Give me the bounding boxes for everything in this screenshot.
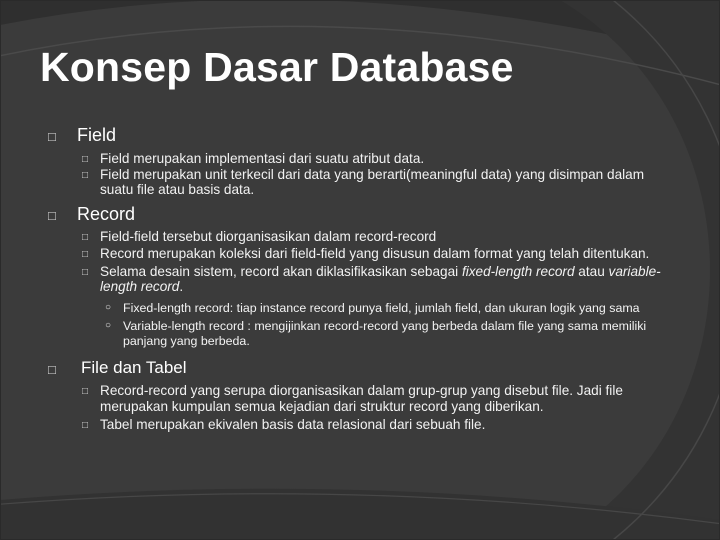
list-item: □ Tabel merupakan ekivalen basis data relasional dari sebuah file. [82, 417, 486, 432]
square-bullet-icon: □ [48, 207, 56, 223]
square-bullet-icon: □ [82, 231, 89, 243]
heading-text: File dan Tabel [81, 358, 187, 377]
sub-list-item: ○ Variable-length record : mengijinkan record-record yang berbeda dalam file yang sama memiliki panjang yang berbeda. [105, 319, 647, 348]
list-item: □ Record merupakan koleksi dari field-field yang disusun dalam format yang telah ditentukan. [82, 246, 650, 261]
slide-title: Konsep Dasar Database [40, 44, 514, 90]
list-item: □ Record-record yang serupa diorganisasikan dalam grup-grup yang disebut file. Jadi file merupakan kumpulan semua kejadian dari struktur record yang diberikan. [82, 383, 623, 414]
square-bullet-icon: □ [48, 362, 56, 377]
circle-bullet-icon: ○ [105, 301, 112, 313]
section-field [48, 124, 668, 198]
heading-file-dan-tabel [48, 357, 668, 379]
circle-bullet-icon: ○ [105, 320, 112, 331]
heading-text: Record [77, 203, 136, 224]
sub-list-item: ○ Fixed-length record: tiap instance record punya field, jumlah field, dan ukuran logik yang sama [105, 300, 640, 315]
section-file-dan-tabel [48, 357, 668, 433]
square-bullet-icon: □ [82, 420, 89, 431]
heading-record [48, 203, 668, 225]
square-bullet-icon: □ [82, 169, 89, 181]
list-item: □ Field merupakan unit terkecil dari data yang berarti(meaningful data) yang disimpan dalam suatu file atau basis data. [82, 166, 645, 197]
list-item: □ Selama desain sistem, record akan diklasifikasikan sebagai fixed-length record atau variable-length record. [82, 263, 661, 294]
square-bullet-icon: □ [48, 129, 56, 144]
square-bullet-icon: □ [82, 386, 89, 397]
slide-content [48, 124, 668, 433]
list-item: □ Field-field tersebut diorganisasikan dalam record-record [82, 228, 437, 244]
square-bullet-icon: □ [82, 249, 89, 260]
heading-field [48, 124, 668, 146]
section-record [48, 203, 668, 349]
square-bullet-icon: □ [82, 266, 89, 278]
list-item: □ Field merupakan implementasi dari suatu atribut data. [82, 151, 425, 166]
heading-text: Field [77, 125, 117, 145]
square-bullet-icon: □ [82, 154, 89, 165]
